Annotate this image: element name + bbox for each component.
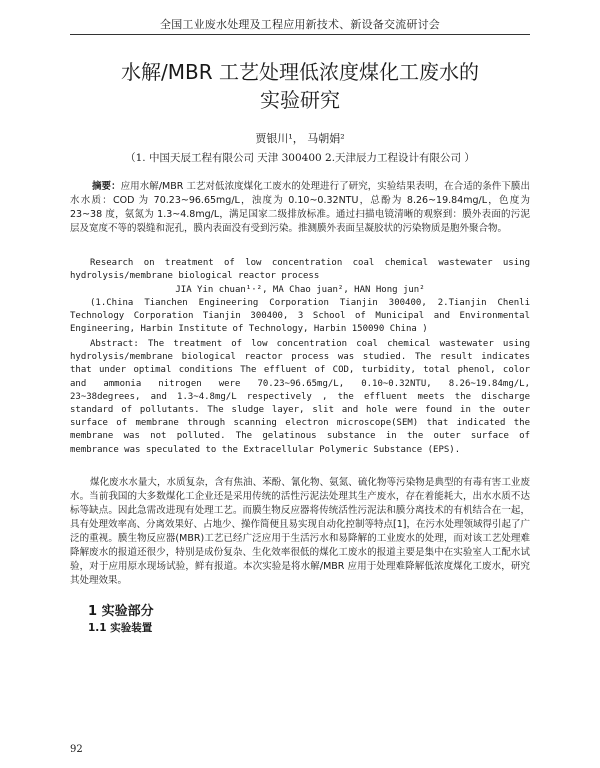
abstract-zh-label: 摘要： [92,181,121,192]
running-header: 全国工业废水处理及工程应用新技术、新设备交流研讨会 [160,18,440,31]
english-authors: JIA Yin chuan¹·², MA Chao juan², HAN Hong jun² [175,285,425,295]
paper-title [70,58,530,114]
paper-title-line1: 水解/MBR 工艺处理低浓度煤化工废水的 [121,60,479,84]
affiliation-zh: （1. 中国天辰工程有限公司 天津 300400 2.天津辰力工程设计有限公司 ） [125,152,475,164]
english-abstract-label: Abstract: [90,339,139,349]
abstract-zh [70,180,530,236]
section-heading-1-1: 1.1 实验装置 [88,622,153,634]
english-affiliation: (1.China Tianchen Engineering Corporation Tianjin 300400, 2.Tianjin Chenli Technology Corporation Tianjin 300400, 3 School of Municipal and Environmental Engineering, Harbin Institute of Technology, Harbin 150090 China ) [70,298,530,335]
header-divider [70,34,530,35]
section-heading-1: 1 实验部分 [88,604,154,619]
page-number: 92 [70,744,83,755]
english-abstract-text: The treatment of low concentration coal chemical wastewater using hydrolysis/membrane biological reactor process was studied. The result indicates that under optimal conditions The effluent of COD, turbidity, total phenol, color and ammonia nitrogen were 70.23~96.65mg/L, 0.10~0.32NTU, 8.26~19.84mg/L, 23~38degrees, and 1.3~4.8mg/L respectively , the effluent meets the discharge standard of pollutants. The sludge layer, slit and hole were found in the outer surface of membrane through scanning electron microscope(SEM) that indicated the membrane was not polluted. The gelatinous substance in the outer surface of membrance was speculated to the Extracellular Polymeric Substance (EPS). [70,339,530,455]
english-title: Research on treatment of low concentration coal chemical wastewater using hydrolysis/membrane biological reactor process [70,258,530,282]
paper-title-line2: 实验研究 [260,88,340,112]
english-abstract [70,338,530,457]
abstract-zh-text: 应用水解/MBR 工艺对低浓度煤化工废水的处理进行了研究，实验结果表明，在合适的条件下膜出水水质：COD 为 70.23~96.65mg/L，浊度为 0.10~0.32NTU，总酚为 8.26~19.84mg/L，色度为 23~38 度，氨氮为 1.3~4.8mg/L，满足国家二级排放标准。通过扫描电镜清晰的观察到：膜外表面的污泥层及宽度不等的裂缝和泥孔，膜内表面没有受到污染。推测膜外表面呈凝胶状的污染物质是胞外聚合物。 [70,181,530,234]
authors-zh: 贾银川¹， 马朝娟² [255,132,345,145]
intro-paragraph: 煤化废水水量大，水质复杂，含有焦油、苯酚、氰化物、氨氮、硫化物等污染物是典型的有毒有害工业废水。当前我国的大多数煤化工企业还是采用传统的活性污泥法处理其生产废水，存在着能耗大，出水水质不达标等缺点。因此急需改进现有处理工艺。而膜生物反应器将传统活性污泥法和膜分离技术的有机结合在一起，具有处理效率高、分离效果好、占地少、操作简便且易实现自动化控制等特点[1]，在污水处理领域得引起了广泛的重视。膜生物反应器(MBR)工艺已经广泛应用于生活污水和易降解的工业废水的处理，而对该工艺处理难降解废水的报道还很少，特别是成份复杂、生化效率很低的煤化工废水的报道主要是集中在实验室人工配水试验，对于应用原水现场试验，鲜有报道。本次实验是将水解/MBR 应用于处理难降解低浓度煤化工废水，研究其处理效果。 [70,477,530,586]
